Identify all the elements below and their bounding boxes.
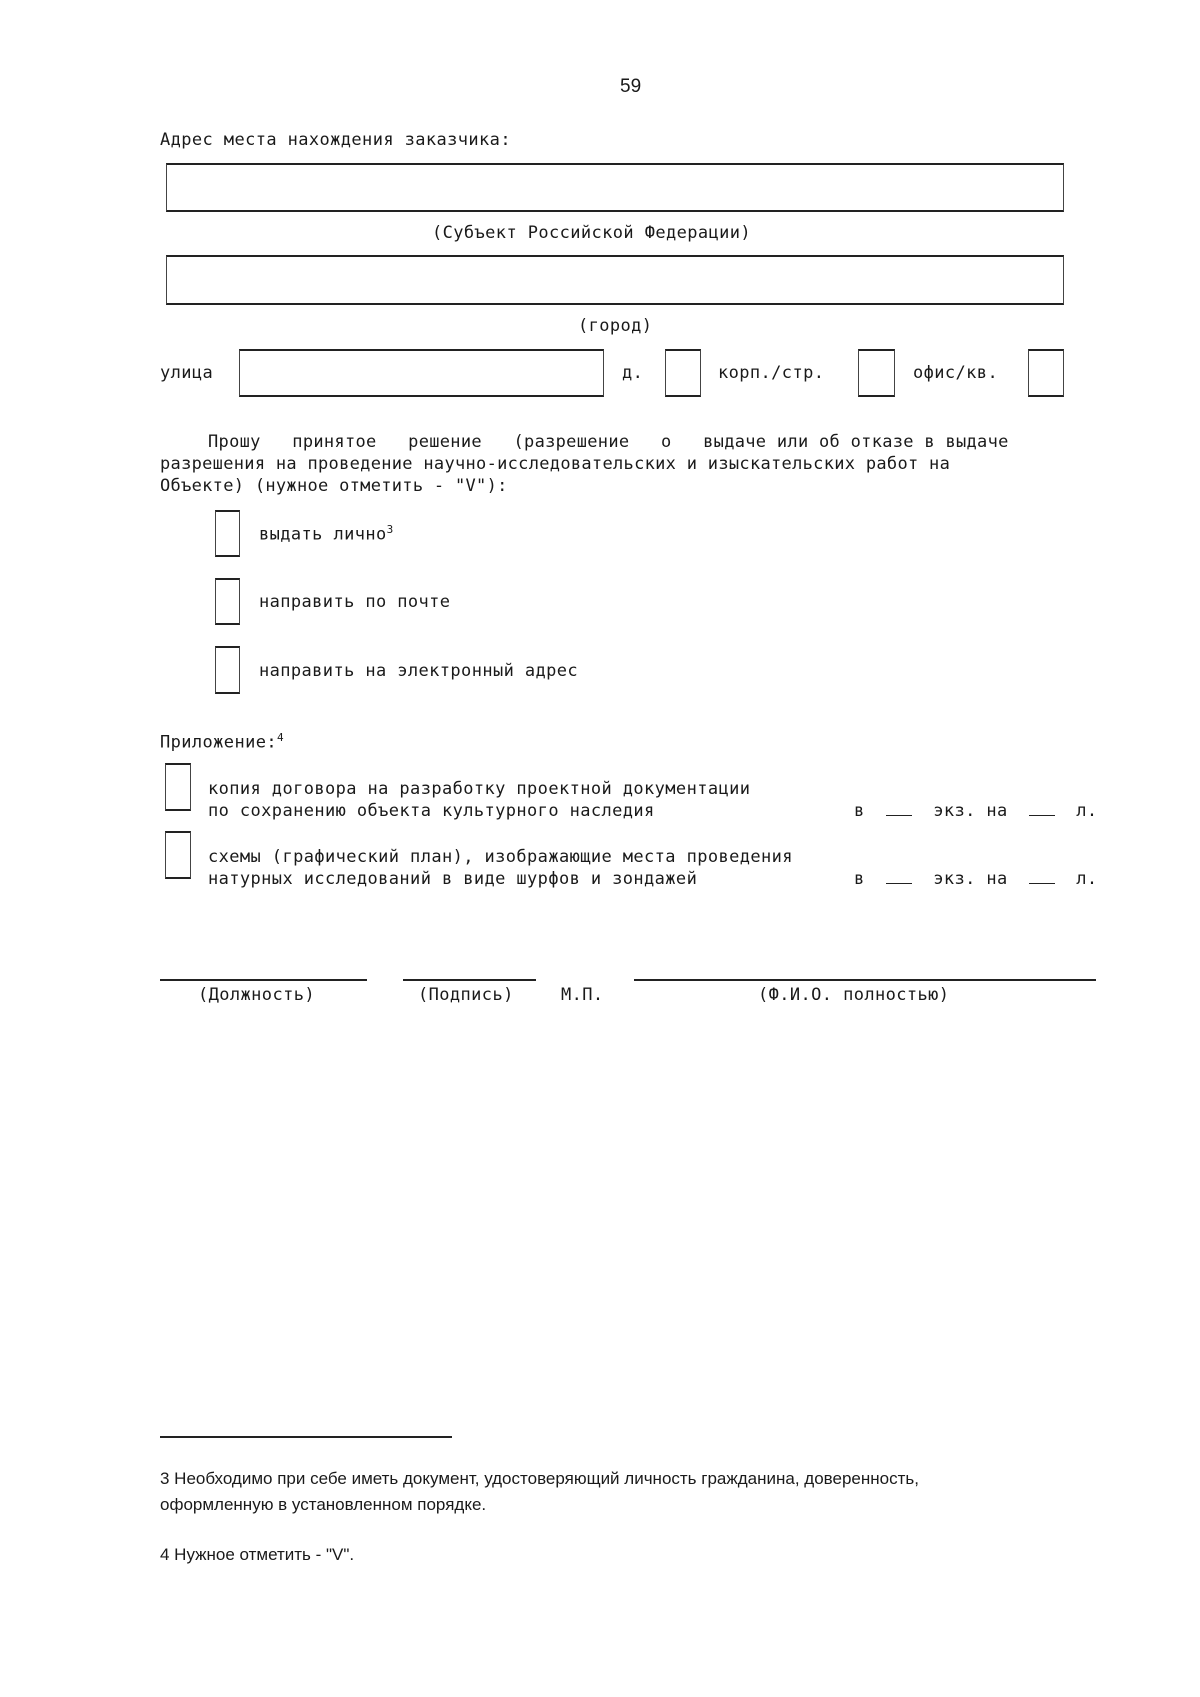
attachments-heading-text: Приложение: xyxy=(160,732,277,753)
attachment-contract-copies xyxy=(854,801,1098,821)
city-caption: (город) xyxy=(578,316,653,336)
option-email-checkbox[interactable] xyxy=(215,646,240,694)
option-email-label: направить на электронный адрес xyxy=(259,661,579,681)
copies-mid: экз. на xyxy=(933,869,1008,889)
address-heading: Адрес места нахождения заказчика: xyxy=(160,130,511,150)
copies-count-blank[interactable] xyxy=(886,801,912,816)
subject-caption: (Субъект Российской Федерации) xyxy=(432,223,752,243)
street-label: улица xyxy=(160,363,214,383)
option-in-person xyxy=(259,523,394,545)
building-label: корп./стр. xyxy=(718,363,825,383)
request-line-2: разрешения на проведение научно-исследовательских и изыскательских работ на xyxy=(160,454,951,474)
footnote-4: 4 Нужное отметить - "V". xyxy=(160,1545,355,1564)
attachment-schemes-copies xyxy=(854,869,1098,889)
footnote-separator xyxy=(160,1436,452,1438)
office-field[interactable] xyxy=(1028,349,1064,397)
copies-suffix: л. xyxy=(1076,869,1098,889)
page-number: 59 xyxy=(620,76,642,97)
option-in-person-checkbox[interactable] xyxy=(215,510,240,557)
footnote-ref-4: 4 xyxy=(276,731,285,744)
footnote-3-line-2: оформленную в установленном порядке. xyxy=(160,1495,487,1514)
option-post-checkbox[interactable] xyxy=(215,578,240,625)
copies-suffix: л. xyxy=(1076,801,1098,821)
attachments-heading xyxy=(160,731,284,753)
attachment-schemes-line-1: схемы (графический план), изображающие места проведения xyxy=(208,847,793,867)
attachment-contract-line-1: копия договора на разработку проектной документации xyxy=(208,779,751,799)
position-caption: (Должность) xyxy=(198,985,315,1005)
option-in-person-label: выдать лично xyxy=(259,524,387,545)
attachment-schemes-line-2: натурных исследований в виде шурфов и зондажей xyxy=(208,869,698,889)
house-field[interactable] xyxy=(665,349,701,397)
attachment-schemes-checkbox[interactable] xyxy=(165,831,191,879)
copies-count-blank[interactable] xyxy=(886,869,912,884)
building-field[interactable] xyxy=(858,349,895,397)
footnote-ref-3: 3 xyxy=(386,523,394,536)
full-name-line[interactable] xyxy=(634,979,1096,981)
position-line[interactable] xyxy=(160,979,367,981)
house-label: д. xyxy=(622,363,644,383)
full-name-caption: (Ф.И.О. полностью) xyxy=(758,985,950,1005)
sheets-count-blank[interactable] xyxy=(1029,801,1055,816)
option-post-label: направить по почте xyxy=(259,592,451,612)
signature-line[interactable] xyxy=(403,979,536,981)
city-field[interactable] xyxy=(166,255,1064,305)
request-line-1: Прошу принятое решение (разрешение о выдаче или об отказе в выдаче xyxy=(208,432,1009,452)
request-line-3: Объекте) (нужное отметить - "V"): xyxy=(160,476,508,496)
stamp-caption: М.П. xyxy=(561,985,604,1005)
office-label: офис/кв. xyxy=(913,363,999,383)
copies-prefix: в xyxy=(854,869,865,889)
copies-prefix: в xyxy=(854,801,865,821)
copies-mid: экз. на xyxy=(933,801,1008,821)
attachment-contract-line-2: по сохранению объекта культурного наследия xyxy=(208,801,655,821)
street-field[interactable] xyxy=(239,349,604,397)
sheets-count-blank[interactable] xyxy=(1029,869,1055,884)
footnote-3-line-1: 3 Необходимо при себе иметь документ, удостоверяющий личность гражданина, доверенность, xyxy=(160,1469,919,1488)
signature-caption: (Подпись) xyxy=(418,985,514,1005)
subject-field[interactable] xyxy=(166,163,1064,212)
attachment-contract-checkbox[interactable] xyxy=(165,763,191,811)
